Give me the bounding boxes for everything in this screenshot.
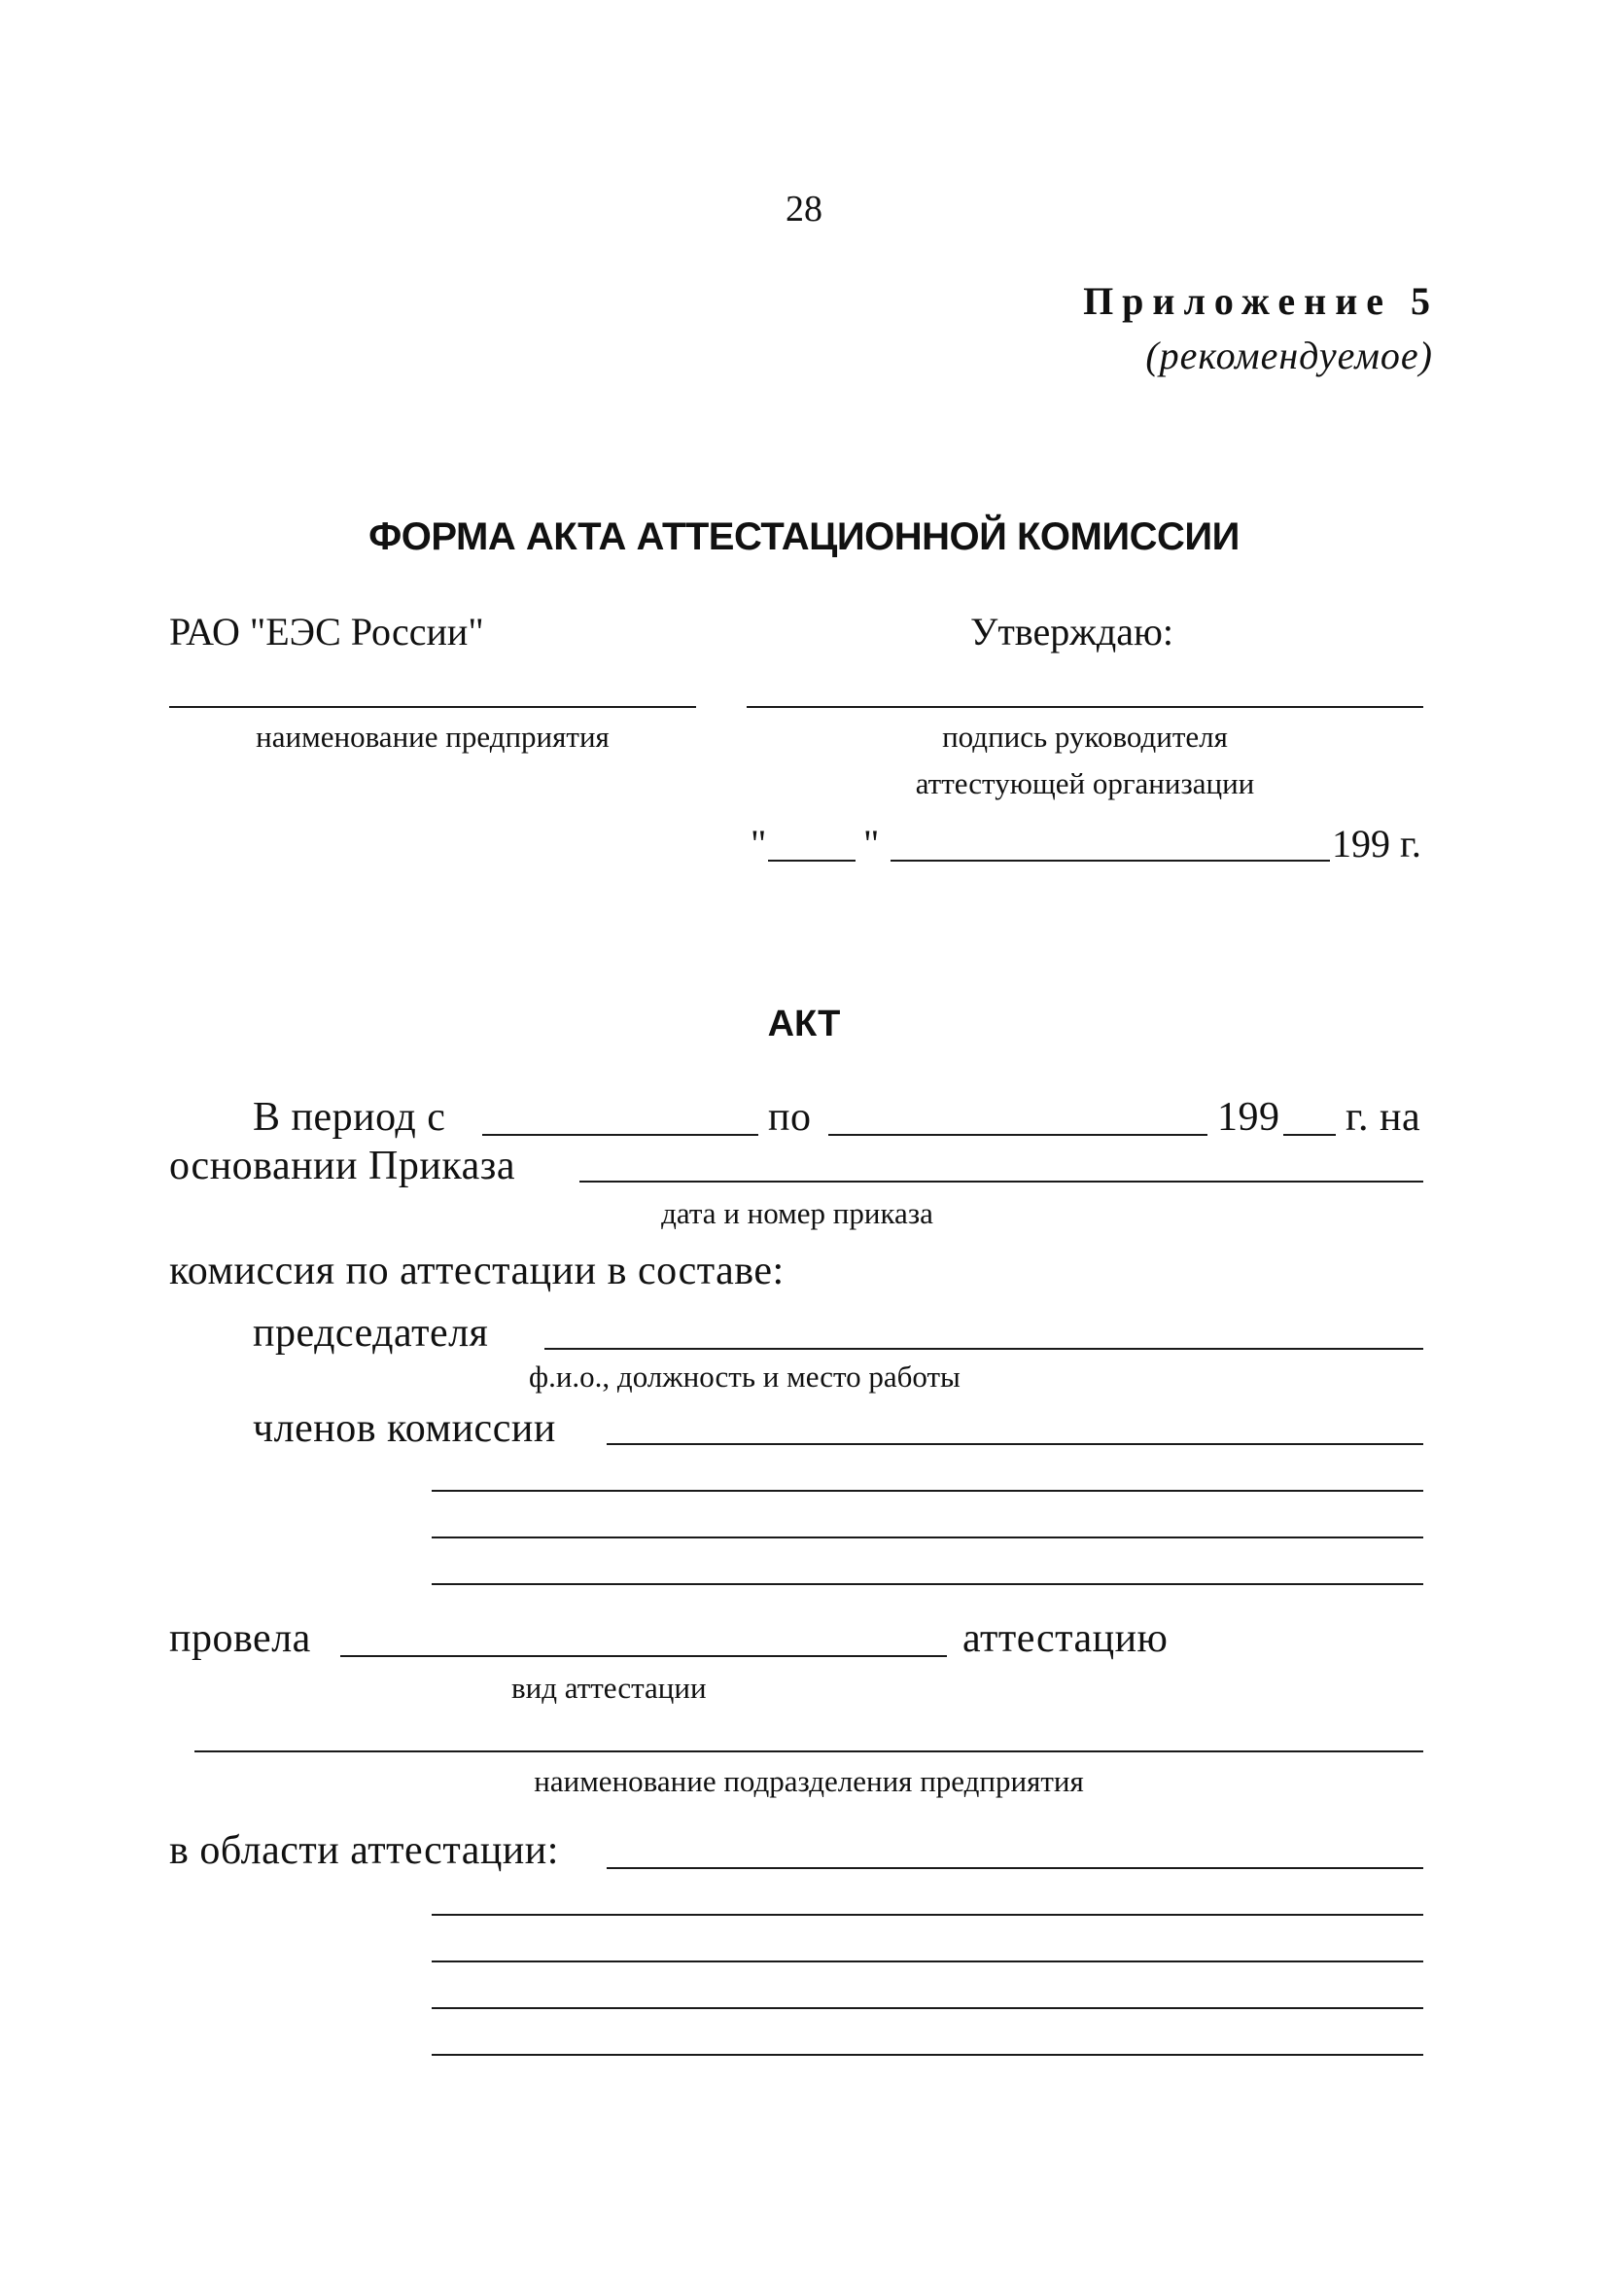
form-title: ФОРМА АКТА АТТЕСТАЦИОННОЙ КОМИССИИ bbox=[368, 515, 1240, 558]
approve-label: Утверждаю: bbox=[970, 610, 1173, 653]
scope-field-5[interactable] bbox=[432, 2054, 1423, 2056]
order-caption: дата и номер приказа bbox=[661, 1196, 933, 1230]
order-field[interactable] bbox=[579, 1181, 1423, 1183]
period-to-label: по bbox=[768, 1095, 812, 1140]
chairman-label: председателя bbox=[253, 1311, 489, 1356]
manager-signature-field[interactable] bbox=[747, 706, 1423, 708]
period-from-field[interactable] bbox=[482, 1134, 758, 1136]
year-prefix-label: 199 bbox=[1217, 1095, 1280, 1140]
period-from-label: В период с bbox=[253, 1095, 446, 1140]
scope-field-4[interactable] bbox=[432, 2007, 1423, 2009]
page-number: 28 bbox=[786, 189, 822, 230]
member-field-4[interactable] bbox=[432, 1583, 1423, 1585]
members-label: членов комиссии bbox=[253, 1406, 556, 1451]
approval-month-field[interactable] bbox=[891, 860, 1330, 862]
commission-label: комиссия по аттестации в составе: bbox=[169, 1249, 785, 1293]
year-field[interactable] bbox=[1283, 1134, 1336, 1136]
enterprise-name-caption: наименование предприятия bbox=[256, 720, 610, 754]
act-heading: АКТ bbox=[767, 1004, 841, 1044]
scope-field-2[interactable] bbox=[432, 1914, 1423, 1916]
member-field-1[interactable] bbox=[607, 1443, 1423, 1445]
chairman-caption: ф.и.о., должность и место работы bbox=[529, 1360, 961, 1394]
enterprise-name-field[interactable] bbox=[169, 706, 696, 708]
appendix-label: Приложение 5 bbox=[1083, 279, 1439, 323]
signature-caption-line2: аттестующей организации bbox=[915, 766, 1255, 800]
member-field-3[interactable] bbox=[432, 1537, 1423, 1538]
period-to-field[interactable] bbox=[828, 1134, 1207, 1136]
signature-caption-line1: подпись руководителя bbox=[942, 720, 1228, 754]
division-caption: наименование подразделения предприятия bbox=[534, 1764, 1084, 1798]
scope-field-1[interactable] bbox=[607, 1867, 1423, 1869]
member-field-2[interactable] bbox=[432, 1490, 1423, 1492]
organization-name: РАО "ЕЭС России" bbox=[169, 610, 484, 653]
chairman-field[interactable] bbox=[544, 1348, 1423, 1350]
appendix-note: (рекомендуемое) bbox=[1145, 334, 1433, 377]
scope-label: в области аттестации: bbox=[169, 1828, 559, 1873]
scope-field-3[interactable] bbox=[432, 1960, 1423, 1962]
conducted-label: провела bbox=[169, 1616, 311, 1661]
approval-year-label: 199 г. bbox=[1332, 822, 1421, 865]
division-field[interactable] bbox=[194, 1750, 1423, 1752]
approval-day-quote-open: " bbox=[751, 822, 767, 865]
year-suffix-label: г. на bbox=[1346, 1095, 1421, 1140]
attestation-label: аттестацию bbox=[962, 1616, 1169, 1661]
approval-day-quote-close: " bbox=[863, 822, 880, 865]
order-basis-label: основании Приказа bbox=[169, 1144, 515, 1188]
attestation-type-field[interactable] bbox=[340, 1655, 947, 1657]
attestation-type-caption: вид аттестации bbox=[511, 1671, 707, 1705]
approval-day-field[interactable] bbox=[768, 860, 856, 862]
